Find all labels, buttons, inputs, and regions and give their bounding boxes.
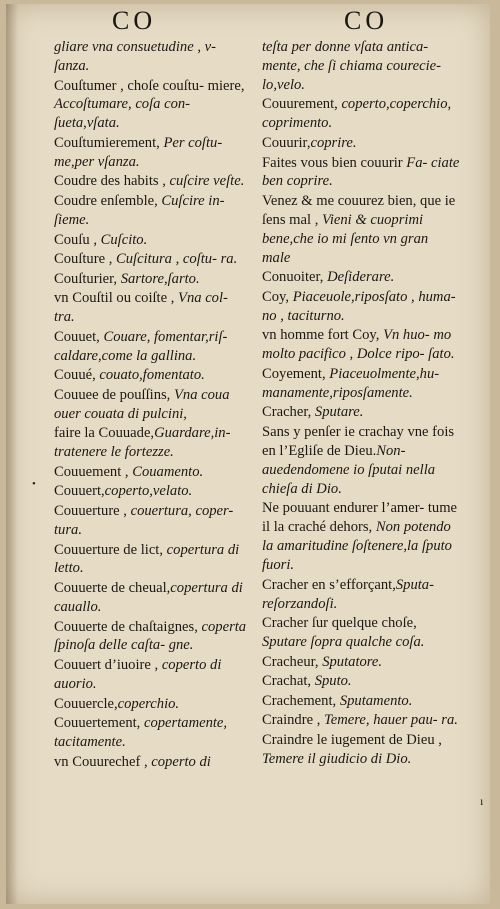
margin-bracket-mark: ı xyxy=(480,794,484,808)
dictionary-entry: Couuet, Couare, fomentar,riſ- caldare,come la gallina. xyxy=(54,328,228,364)
running-header-right: CO xyxy=(344,6,389,35)
dictionary-entry: Couſturier, Sartore,ſarto. xyxy=(54,270,200,287)
dictionary-entry: Craindre le iugement de Dieu , Temere il giudicio di Dio. xyxy=(262,732,442,767)
dictionary-entry: Cracheur, Sputatore. xyxy=(262,653,383,670)
dictionary-entry: vn homme fort Coy, Vn huo- mo molto pacifico , Dolce ripo- ſato. xyxy=(262,327,455,363)
dictionary-entry: Craindre , Temere, hauer pau- ra. xyxy=(262,712,458,729)
dictionary-entry: Couué, couato,fomentato. xyxy=(54,367,205,384)
dictionary-entry: Venez & me couurez bien, que ie ſens mal , Vieni & cuoprimi bene,che io mi ſento vn gran male xyxy=(262,193,456,266)
dictionary-entry: vn Couurechef , coperto di xyxy=(54,753,211,770)
left-column xyxy=(54,38,252,772)
dictionary-entry: Couuerture , couertura, coper- tura. xyxy=(54,503,234,538)
dictionary-entry: Cracher ſur quelque choſe, Sputare ſopra qualche coſa. xyxy=(262,615,425,651)
dictionary-entry: Cracher, Sputare. xyxy=(262,404,364,421)
dictionary-entry: vn Couſtil ou coiſte , Vna col- tra. xyxy=(54,290,228,326)
dictionary-entry: Conuoiter, Deſiderare. xyxy=(262,269,395,286)
dictionary-entry: Couuercle,coperchio. xyxy=(54,695,180,712)
dictionary-entry: Couuert d’iuoire , coperto di auorio. xyxy=(54,657,222,692)
dictionary-entry: Couſtumer , choſe couſtu- miere, Accoſtumare, coſa con- ſueta,vſata. xyxy=(54,77,245,132)
dictionary-entry: Coudre enſemble, Cuſcire in- ſieme. xyxy=(54,193,225,228)
dictionary-entry: faire la Couuade,Guardare,in- tratenere le fortezze. xyxy=(54,425,231,461)
dictionary-entry: Couſtumierement, Per coſtu- me,per vſanza. xyxy=(54,134,223,170)
dictionary-entry: Faites vous bien couurir Fa- ciate ben coprire. xyxy=(262,154,460,190)
dictionary-entry: Coy, Piaceuole,riposſato , huma- no , taciturno. xyxy=(262,288,456,324)
dictionary-entry: Crachat, Sputo. xyxy=(262,673,352,690)
dictionary-entry: Couurir,coprire. xyxy=(262,134,357,151)
dictionary-entry: Couuerte de chaſtaignes, coperta ſpinoſa delle caſta- gne. xyxy=(54,618,247,654)
dictionary-entry: gliare vna consuetudine , v- ſanza. xyxy=(54,39,216,74)
dictionary-entry: Couuee de pouſſins, Vna coua ouer couata di pulcini, xyxy=(54,386,230,422)
margin-bullet-mark: • xyxy=(32,478,36,490)
dictionary-entry: Couſu , Cuſcito. xyxy=(54,231,148,248)
dictionary-entry: Couuement , Couamento. xyxy=(54,463,204,480)
dictionary-entry: Couuerture de lict, copertura di letto. xyxy=(54,541,240,577)
right-column xyxy=(262,38,460,770)
dictionary-entry: Cracher en s’efforçant,Sputa- reſorzandoſi. xyxy=(262,576,434,612)
dictionary-entry: Couuert,coperto,velato. xyxy=(54,483,193,500)
dictionary-entry: Crachement, Sputamento. xyxy=(262,692,413,709)
page-gutter-shadow xyxy=(6,4,18,904)
dictionary-entry: Couuertement, copertamente, tacitamente. xyxy=(54,715,228,751)
book-page xyxy=(6,4,490,904)
dictionary-entry: Sans y penſer ie crachay vne fois en l’Egliſe de Dieu.Non- auedendomene io ſputai nella chieſa di Dio. xyxy=(262,424,455,497)
running-header-left: CO xyxy=(112,6,157,35)
dictionary-entry: Coudre des habits , cuſcire veſte. xyxy=(54,173,245,190)
dictionary-entry: Couſture , Cuſcitura , coſtu- ra. xyxy=(54,251,238,268)
dictionary-entry: Couurement, coperto,coperchio, coprimento. xyxy=(262,96,452,132)
dictionary-entry: teſta per donne vſata antica- mente, che ſi chiama courecie- lo,velo. xyxy=(262,39,441,93)
dictionary-entry: Couuerte de cheual,copertura di cauallo. xyxy=(54,580,243,615)
dictionary-entry: Coyement, Piaceuolmente,hu- manamente,riposſamente. xyxy=(262,365,440,401)
dictionary-entry: Ne pouuant endurer l’amer- tume il la craché dehors, Non potendo la amaritudine ſoſtenere,la ſputo fuori. xyxy=(262,500,458,574)
